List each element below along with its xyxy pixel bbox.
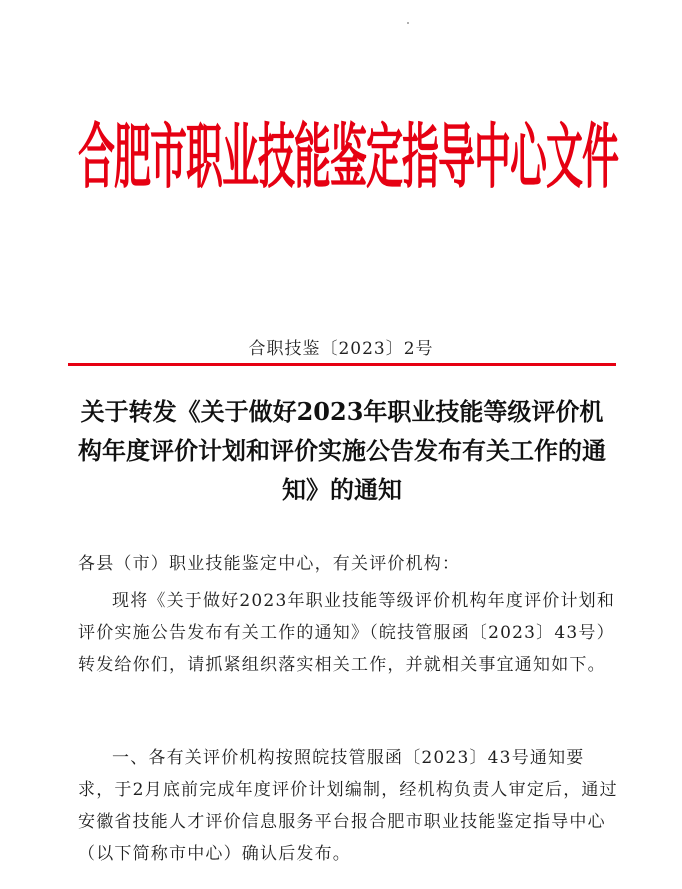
body-paragraph-2: 一、各有关评价机构按照皖技管服函〔2023〕43号通知要求，于2月底前完成年度评价计划编制，经机构负责人审定后，通过安徽省技能人才评价信息服务平台报合肥市职业技能鉴定指导中心（以下简称市中心）确认后发布。 [78, 748, 618, 864]
notice-title: 关于转发《关于做好2023年职业技能等级评价机构年度评价计划和评价实施公告发布有关工作的通知》的通知 [78, 397, 606, 504]
document-number: 合职技鉴〔2023〕2号 [248, 339, 434, 359]
red-divider-line [68, 363, 616, 366]
scan-speck [407, 22, 409, 24]
salutation: 各县（市）职业技能鉴定中心，有关评价机构： [78, 554, 461, 574]
agency-header-title: 合肥市职业技能鉴定指导中心文件 [78, 116, 618, 198]
body-paragraph-1: 现将《关于做好2023年职业技能等级评价机构年度评价计划和评价实施公告发布有关工作的通知》（皖技管服函〔2023〕43号）转发给你们，请抓紧组织落实相关工作，并就相关事宜通知如下。 [78, 591, 616, 675]
